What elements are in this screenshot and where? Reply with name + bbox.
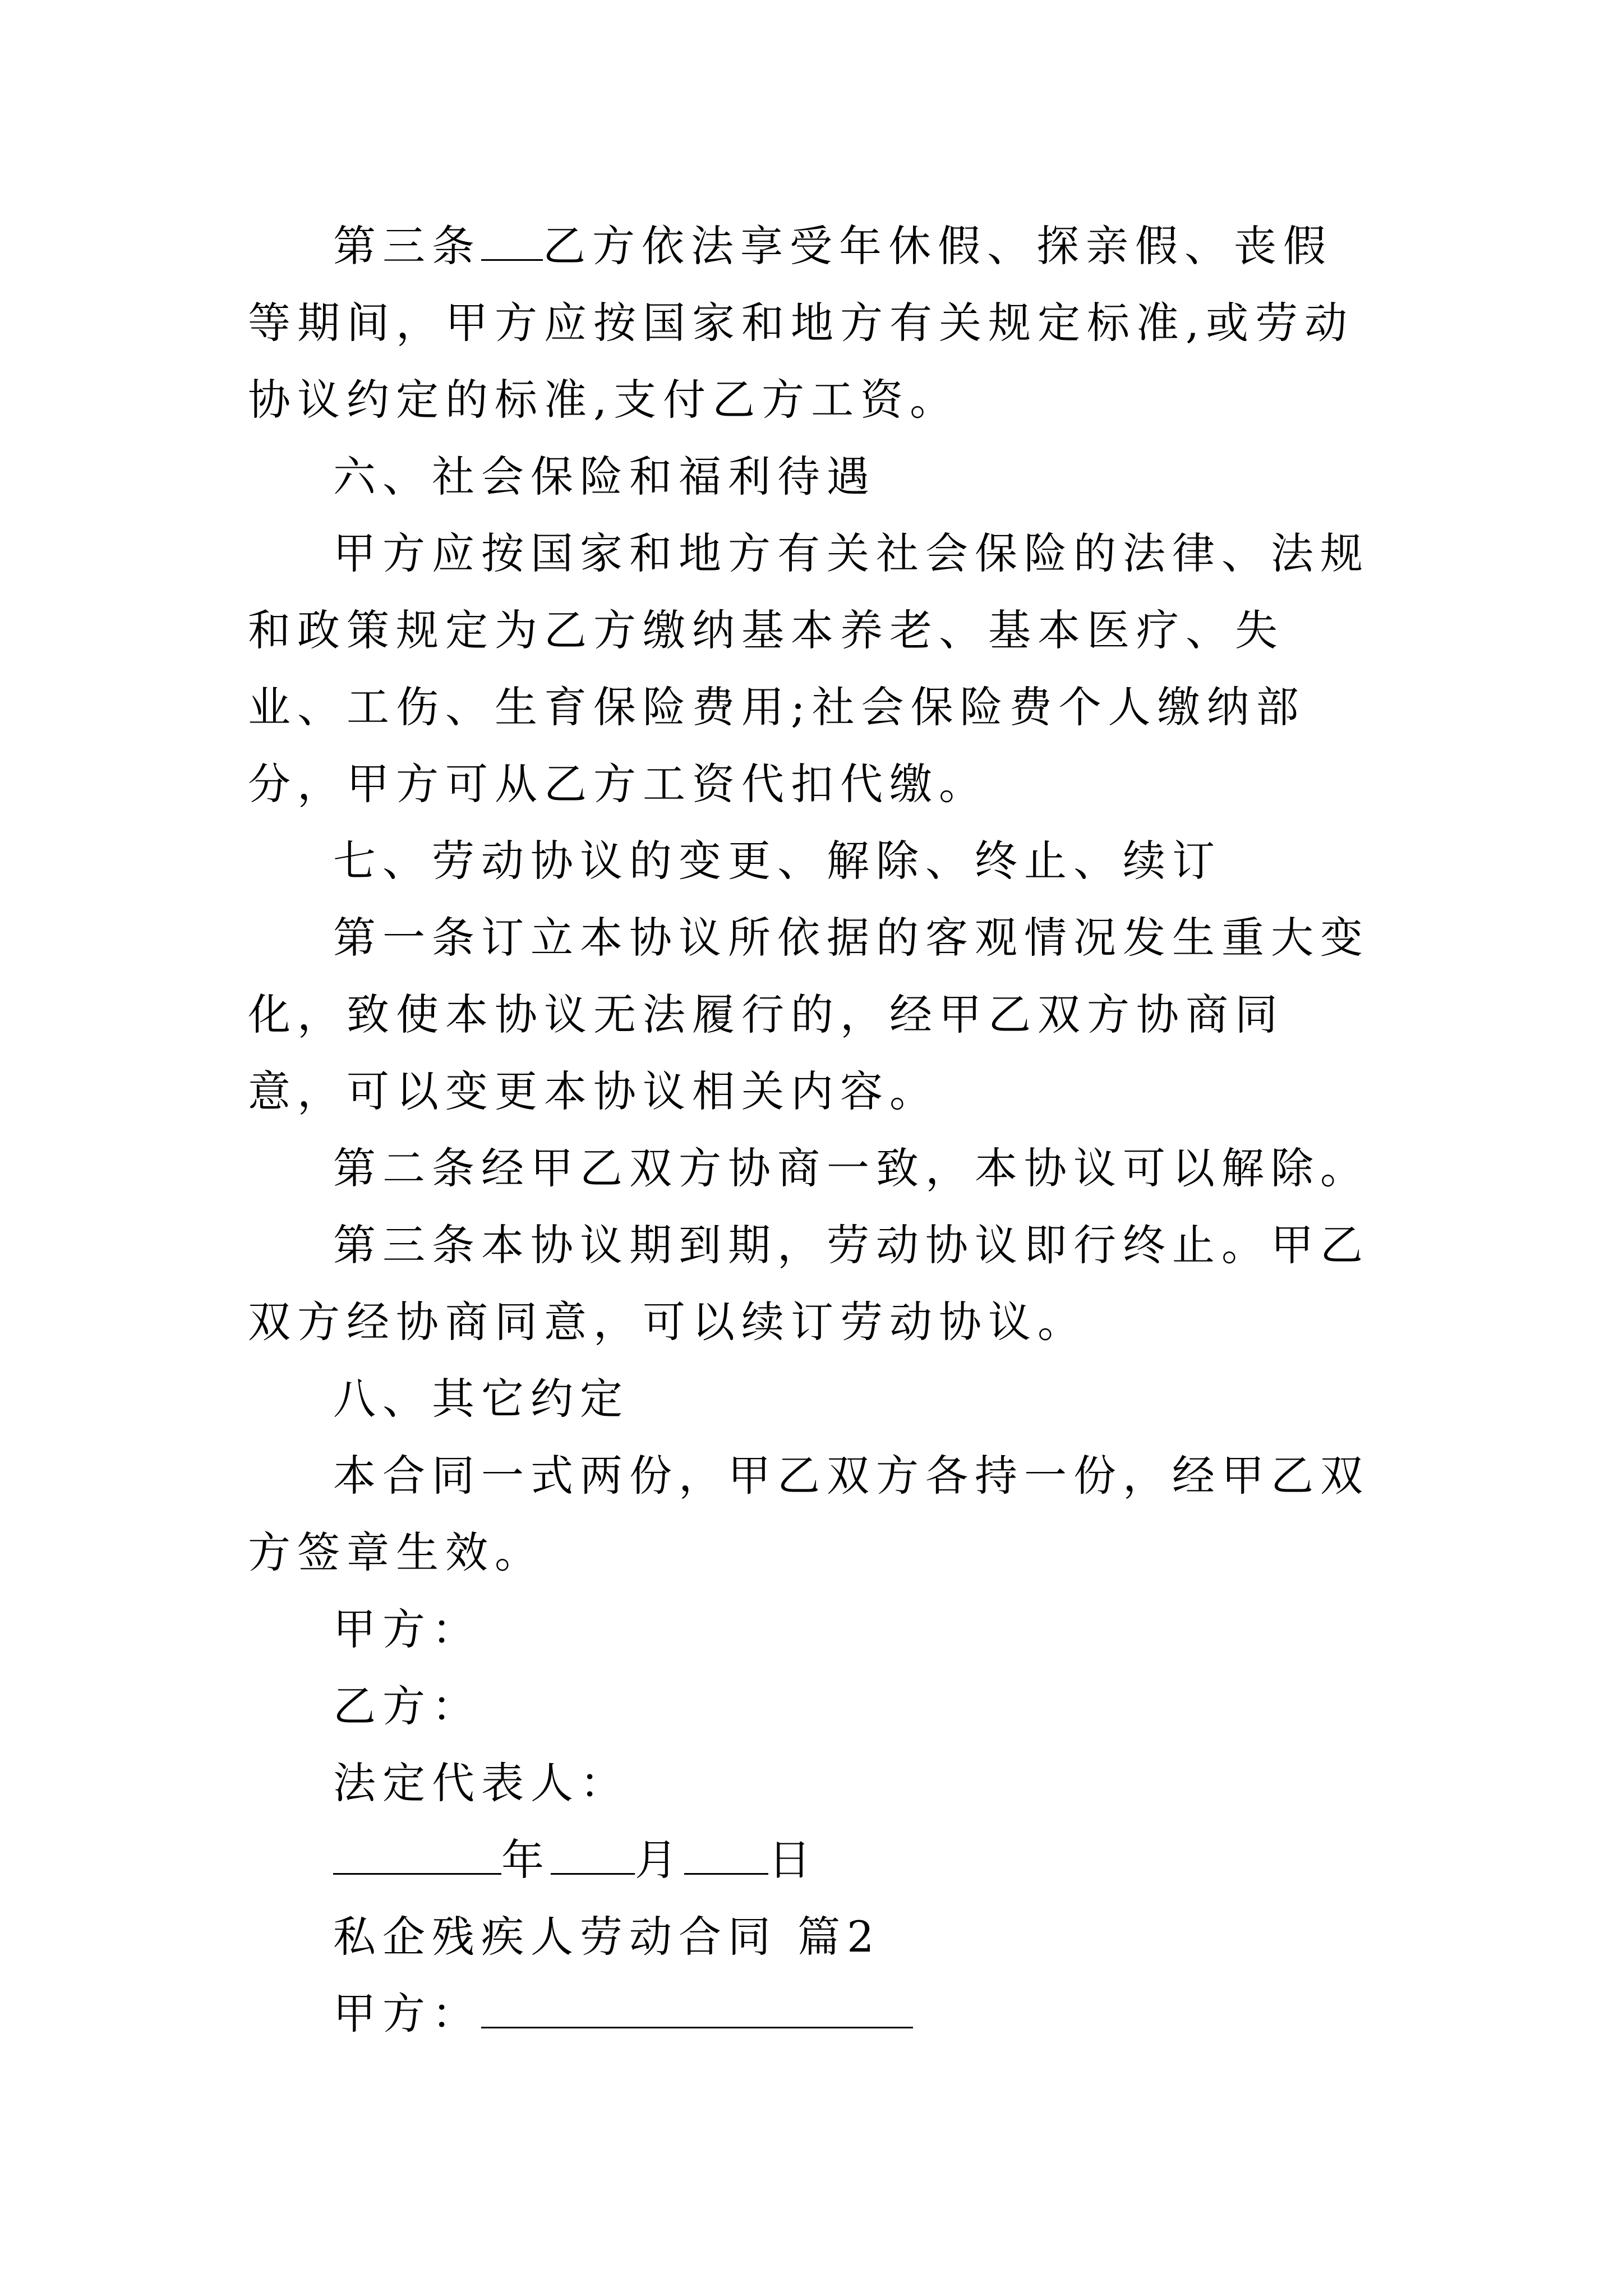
- article-3-label: 第三条: [333, 221, 481, 271]
- next-party-a-label: 甲方：: [333, 1989, 481, 2039]
- year-blank: [333, 1834, 501, 1875]
- month-label: 月: [635, 1835, 684, 1885]
- other-agreement-paragraph: 本合同一式两份，甲乙双方各持一份，经甲乙双方签章生效。: [248, 1451, 1370, 1577]
- next-contract-title: 私企残疾人劳动合同 篇2: [333, 1912, 881, 1962]
- signing-date-line: [248, 1821, 1381, 1898]
- change-article-2: 第二条经甲乙双方协商一致，本协议可以解除。: [333, 1143, 1370, 1193]
- change-article-3: 第三条本协议期到期，劳动协议即行终止。甲乙双方经协商同意，可以续订劳动协议。: [248, 1220, 1370, 1347]
- section-7-heading: 七、劳动协议的变更、解除、终止、续订: [333, 836, 1221, 886]
- party-a-signature-label: 甲方：: [333, 1604, 481, 1654]
- article-3-paragraph: [248, 208, 1381, 438]
- month-blank: [551, 1834, 635, 1875]
- article-3-text: 乙方依法享受年休假、探亲假、丧假等期间，甲方应按国家和地方有关规定标准,或劳动协议约定的标准,支付乙方工资。: [248, 221, 1354, 425]
- change-article-1: 第一条订立本协议所依据的客观情况发生重大变化，致使本协议无法履行的，经甲乙双方协商同意，可以变更本协议相关内容。: [248, 913, 1370, 1116]
- section-8-heading: 八、其它约定: [333, 1374, 629, 1424]
- document-body: [248, 208, 1381, 2052]
- next-party-a-line: [248, 1975, 1381, 2052]
- day-blank: [684, 1834, 768, 1875]
- section-6-heading: 六、社会保险和福利待遇: [333, 452, 876, 501]
- next-party-a-blank: [481, 1987, 913, 2028]
- social-insurance-paragraph: 甲方应按国家和地方有关社会保险的法律、法规和政策规定为乙方缴纳基本养老、基本医疗、失业、工伤、生育保险费用;社会保险费个人缴纳部分，甲方可从乙方工资代扣代缴。: [248, 528, 1370, 809]
- article-3-blank: [481, 220, 543, 261]
- day-label: 日: [768, 1835, 818, 1885]
- legal-representative-label: 法定代表人：: [333, 1758, 629, 1808]
- party-b-signature-label: 乙方：: [333, 1681, 481, 1731]
- year-label: 年: [501, 1835, 551, 1885]
